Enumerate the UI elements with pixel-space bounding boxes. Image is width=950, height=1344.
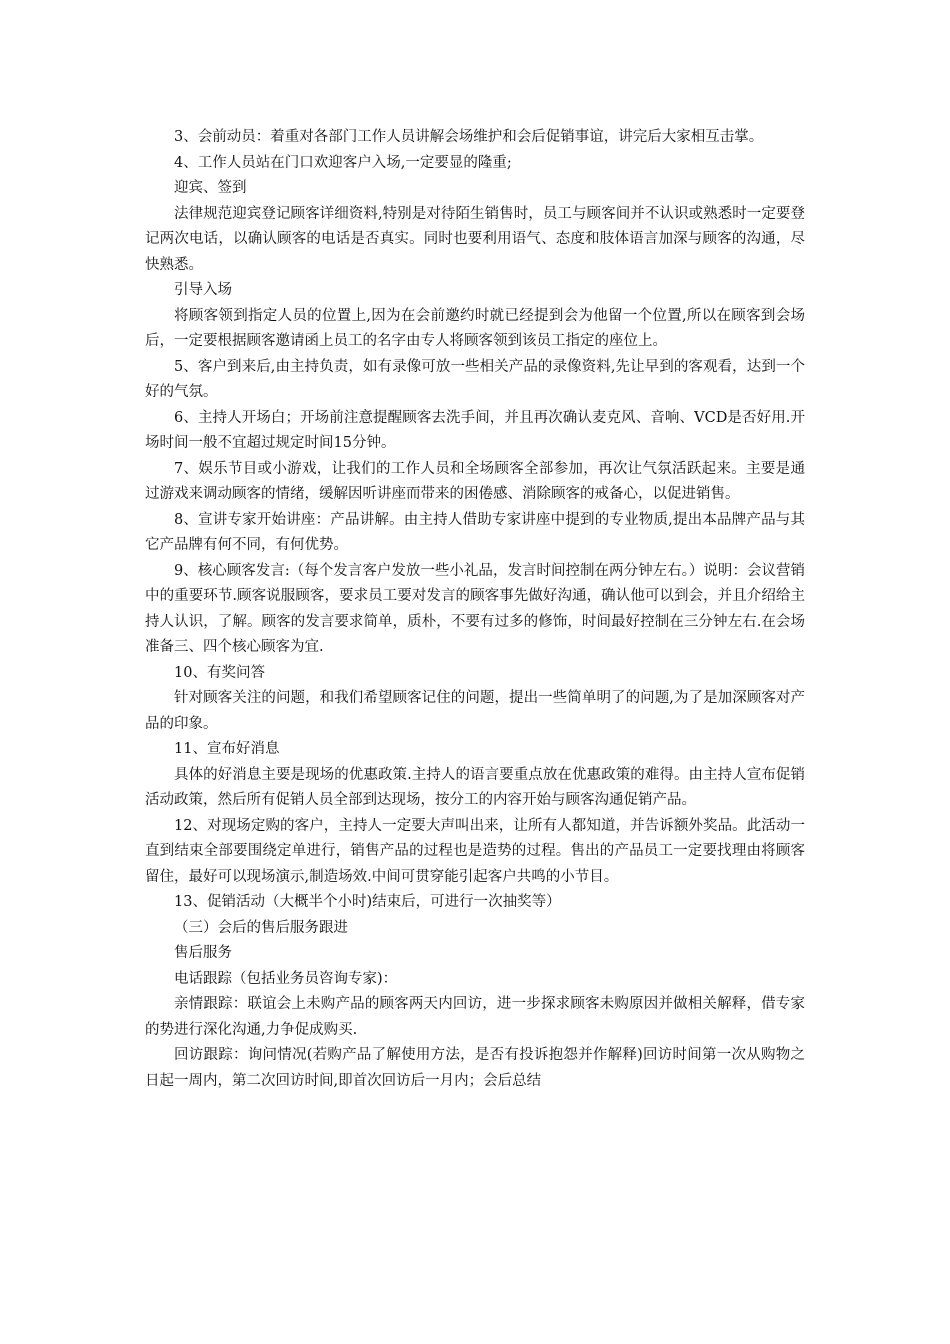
section-heading: 电话跟踪（包括业务员咨询专家)： [174,970,398,987]
section-heading: 售后服务 [174,945,232,961]
paragraph: 具体的好消息主要是现场的优惠政策.主持人的语言要重点放在优惠政策的难得。由主持人宣布促销活动政策，然后所有促销人员全部到达现场，按分工的内容开始与顾客沟通促销产品。 [145,766,805,808]
document-body [145,125,805,1094]
paragraph: 5、客户到来后,由主持负责，如有录像可放一些相关产品的录像资料,先让早到的客观看，达到一个好的气氛。 [145,358,805,400]
section-heading: 迎宾、签到 [174,180,247,196]
section-heading: 11、宣布好消息 [174,741,280,757]
paragraph: 法律规范迎宾登记顾客详细资料,特别是对待陌生销售时，员工与顾客间并不认识或熟悉时一定要登记两次电话，以确认顾客的电话是否真实。同时也要利用语气、态度和肢体语言加深与顾客的沟通，尽快熟悉。 [145,205,805,273]
section-heading: 引导入场 [174,282,232,298]
paragraph: 8、宣讲专家开始讲座：产品讲解。由主持人借助专家讲座中提到的专业物质,提出本品牌产品与其它产品牌有何不同，有何优势。 [145,511,805,553]
paragraph: 9、核心顾客发言:（每个发言客户发放一些小礼品，发言时间控制在两分钟左右。）说明：会议营销中的重要环节.顾客说服顾客，要求员工要对发言的顾客事先做好沟通，确认他可以到会，并且介绍给主持人认识，了解。顾客的发言要求简单，质朴，不要有过多的修饰，时间最好控制在三分钟左右.在会场准备三、四个核心顾客为宜. [145,562,805,655]
paragraph: 4、工作人员站在门口欢迎客户入场,一定要显的隆重; [174,154,512,171]
paragraph: 亲情跟踪：联谊会上未购产品的顾客两天内回访，进一步探求顾客未购原因并做相关解释，借专家的势进行深化沟通,力争促成购买. [145,996,805,1038]
paragraph: 7、娱乐节目或小游戏，让我们的工作人员和全场顾客全部参加，再次让气氛活跃起来。主要是通过游戏来调动顾客的情绪，缓解因听讲座而带来的困倦感、消除顾客的戒备心，以促进销售。 [145,460,805,502]
paragraph: 3、会前动员：着重对各部门工作人员讲解会场维护和会后促销事谊，讲完后大家相互击掌。 [174,129,764,145]
paragraph: 13、促销活动（大概半个小时)结束后，可进行一次抽奖等） [174,894,561,910]
section-heading: （三）会后的售后服务跟进 [174,919,348,936]
paragraph: 针对顾客关注的问题，和我们希望顾客记住的问题，提出一些简单明了的问题,为了是加深顾客对产品的印象。 [145,690,805,732]
paragraph: 回访跟踪：询问情况(若购产品了解使用方法，是否有投诉抱怨并作解释)回访时间第一次从购物之日起一周内，第二次回访时间,即首次回访后一月内；会后总结 [145,1047,805,1089]
paragraph: 12、对现场定购的客户，主持人一定要大声叫出来，让所有人都知道，并告诉额外奖品。此活动一直到结束全部要围绕定单进行，销售产品的过程也是造势的过程。售出的产品员工一定要找理由将顾客留住，最好可以现场演示,制造场效.中间可贯穿能引起客户共鸣的小节目。 [145,817,805,885]
paragraph: 6、主持人开场白；开场前注意提醒顾客去洗手间，并且再次确认麦克风、音响、VCD是否好用.开场时间一般不宜超过规定时间15分钟。 [145,409,805,451]
paragraph: 将顾客领到指定人员的位置上,因为在会前邀约时就已经提到会为他留一个位置,所以在顾客到会场后，一定要根据顾客邀请函上员工的名字由专人将顾客领到该员工指定的座位上。 [145,307,805,349]
section-heading: 10、有奖问答 [174,664,265,681]
